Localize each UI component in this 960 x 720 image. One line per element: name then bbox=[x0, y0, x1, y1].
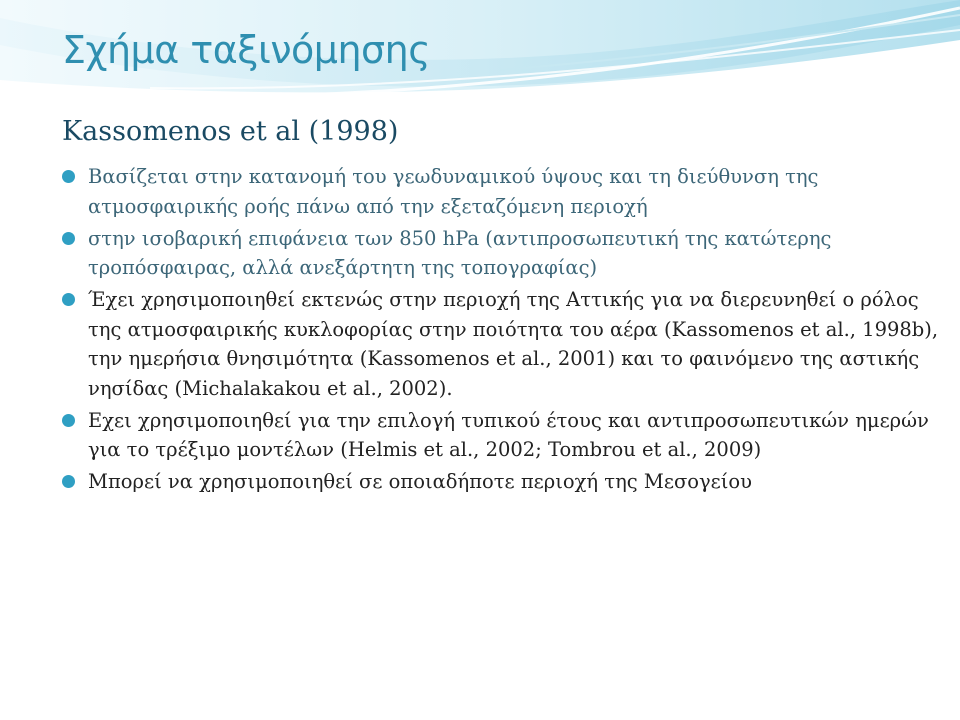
slide-title: Σχήμα ταξινόμησης bbox=[62, 28, 431, 72]
bullet-dot-icon bbox=[62, 293, 75, 306]
bullet-dot-icon bbox=[62, 414, 75, 427]
slide-subtitle: Kassomenos et al (1998) bbox=[62, 116, 399, 147]
bullet-text: Βασίζεται στην κατανομή του γεωδυναμικού ύψους και τη διεύθυνση της ατμοσφαιρικής ροής πάνω από την εξεταζόμενη περιοχή bbox=[88, 165, 819, 218]
bullet-item bbox=[62, 162, 942, 221]
bullet-text: Εχει χρησιμοποιηθεί για την επιλογή τυπικού έτους και αντιπροσωπευτικών ημερών για το τρέξιμο μοντέλων (Helmis et al., 2002; Tombrou et al., 2009) bbox=[88, 408, 929, 461]
bullet-item bbox=[62, 285, 942, 403]
bullet-item bbox=[62, 467, 942, 497]
bullet-dot-icon bbox=[62, 170, 75, 183]
bullet-dot-icon bbox=[62, 475, 75, 488]
bullet-text: Έχει χρησιμοποιηθεί εκτενώς στην περιοχή της Αττικής για να διερευνηθεί ο ρόλος της ατμοσφαιρικής κυκλοφορίας στην ποιότητα του αέρα (Kassomenos et al., 1998b), την ημερήσια θνησιμότητα (Kassomenos et al., 2001) και το φαινόμενο της αστικής νησίδας (Michalakakou et al., 2002). bbox=[88, 288, 939, 400]
bullet-item bbox=[62, 224, 942, 283]
bullet-list bbox=[62, 162, 942, 499]
bullet-item bbox=[62, 406, 942, 465]
bullet-dot-icon bbox=[62, 232, 75, 245]
bullet-text: στην ισοβαρική επιφάνεια των 850 hPa (αντιπροσωπευτική της κατώτερης τροπόσφαιρας, αλλά ανεξάρτητη της τοπογραφίας) bbox=[88, 226, 832, 279]
bullet-text: Μπορεί να χρησιμοποιηθεί σε οποιαδήποτε περιοχή της Μεσογείου bbox=[88, 470, 753, 493]
